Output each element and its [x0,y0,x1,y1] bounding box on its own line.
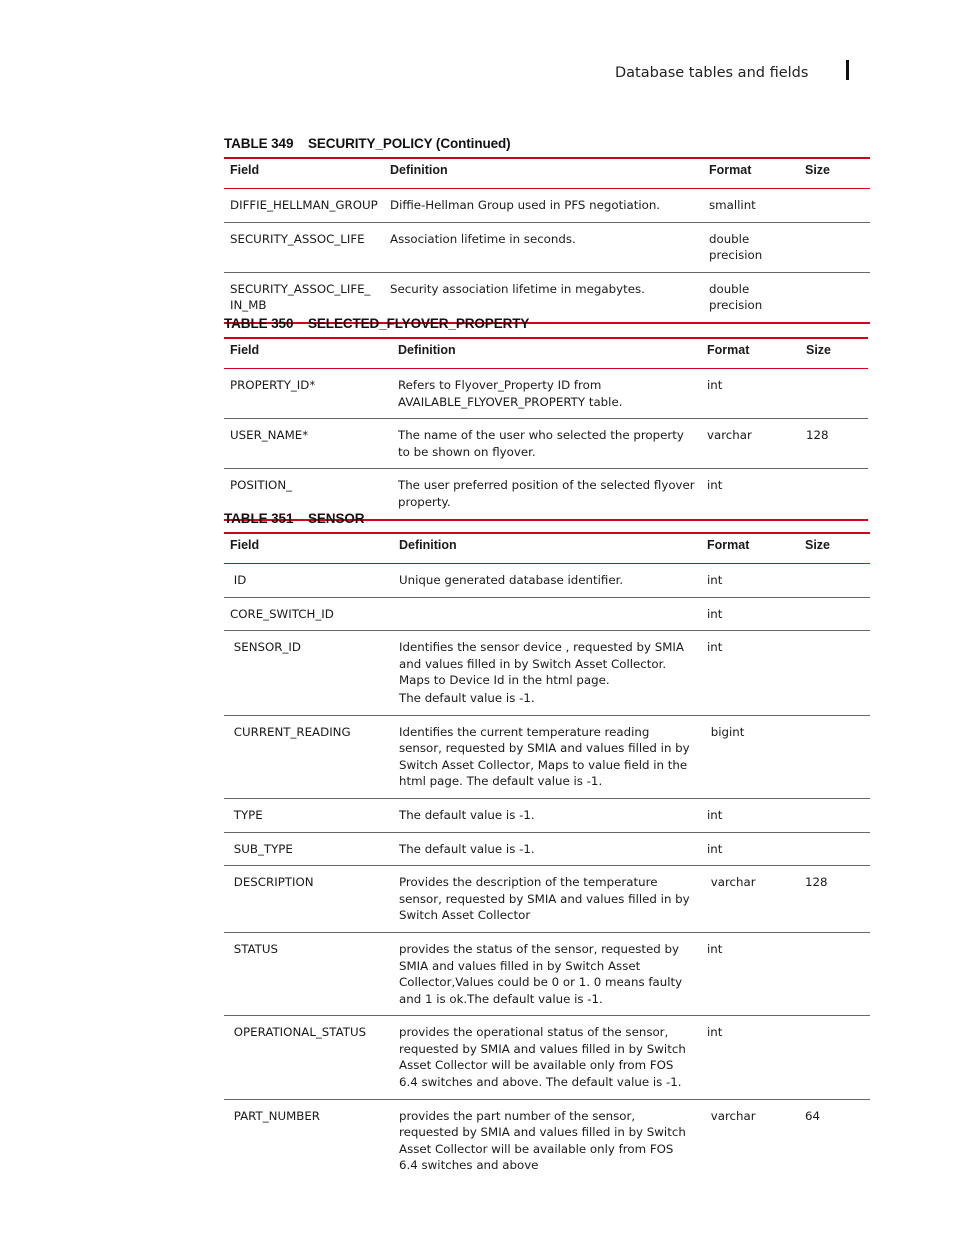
definition-paragraph: Association lifetime in seconds. [390,231,576,246]
column-header-size: Size [800,338,868,369]
field-cell: DIFFIE_HELLMAN_GROUP [224,189,384,223]
size-cell [799,564,870,598]
definition-paragraph: The default value is -1. [399,690,535,705]
field-cell: POSITION_ [224,469,392,520]
size-cell [799,932,870,1015]
page-edge-marker [846,60,849,80]
column-header-size: Size [799,158,870,189]
table-title: SENSOR [308,511,365,526]
field-cell: DESCRIPTION [224,866,393,933]
definition-cell [393,798,701,832]
table-row [224,798,870,832]
field-cell: USER_NAME* [224,419,392,469]
format-cell: int [701,564,799,598]
format-cell: int [701,832,799,866]
table-row [224,1016,870,1099]
size-cell [800,469,868,520]
table-350-caption [224,316,529,331]
definition-cell [393,597,701,631]
definition-paragraph: provides the status of the sensor, requested by SMIA and values filled in by Switch Asset Collector,Values could be 0 or 1. 0 means faulty and 1 is ok.The default value is -1. [399,941,683,1006]
table-351 [224,532,870,1182]
size-cell [799,1016,870,1099]
size-cell [799,272,870,323]
definition-cell [393,1016,701,1099]
definition-cell [393,866,701,933]
field-cell: SECURITY_ASSOC_LIFE_ IN_MB [224,272,384,323]
table-row [224,832,870,866]
definition-cell [384,189,703,223]
definition-cell [392,369,701,419]
size-cell [799,715,870,798]
format-cell: int [701,597,799,631]
size-cell [799,798,870,832]
field-cell: TYPE [224,798,393,832]
format-cell: int [701,932,799,1015]
format-cell: int [701,369,800,419]
size-cell [799,631,870,715]
running-header-title: Database tables and fields [615,65,809,81]
field-cell: OPERATIONAL_STATUS [224,1016,393,1099]
format-cell: int [701,1016,799,1099]
format-cell: int [701,631,799,715]
table-row [224,419,868,469]
column-header-definition: Definition [384,158,703,189]
size-cell [799,189,870,223]
table-number: TABLE 349 [224,136,294,151]
table-349 [224,157,870,324]
table-number: TABLE 351 [224,511,294,526]
table-row [224,369,868,419]
field-cell: STATUS [224,932,393,1015]
column-header-format: Format [703,158,799,189]
table-title: SELECTED_FLYOVER_PROPERTY [308,316,530,331]
column-header-format: Format [701,533,799,564]
definition-paragraph: provides the part number of the sensor, requested by SMIA and values filled in by Switch Asset Collector will be available only from FOS 6.4 switches and above [399,1108,686,1173]
table-number: TABLE 350 [224,316,294,331]
field-cell: PART_NUMBER [230,1108,321,1123]
table-row [224,631,870,715]
definition-cell [392,419,701,469]
definition-paragraph: The name of the user who selected the property to be shown on flyover. [398,428,684,459]
format-cell: double precision [703,222,799,272]
format-cell: smallint [703,189,799,223]
size-cell [799,222,870,272]
format-cell: varchar [701,866,799,933]
definition-cell [392,469,701,520]
definition-paragraph: Identifies the current temperature reading sensor, requested by SMIA and values filled in by Switch Asset Collector, Maps to value field in the html page. The default value is -1. [399,724,690,789]
table-header-row [224,158,870,189]
column-header-field: Field [224,338,392,369]
definition-cell [393,715,701,798]
format-cell: int [701,798,799,832]
size-cell [799,832,870,866]
definition-paragraph: provides the operational status of the sensor, requested by SMIA and values filled in by Switch Asset Collector will be available only from FOS 6.4 switches and above. The default value is -1. [399,1025,686,1090]
format-cell: varchar [701,419,800,469]
size-cell [799,597,870,631]
definition-cell [393,631,701,715]
table-row [224,222,870,272]
size-cell: 64 [805,1108,821,1123]
definition-paragraph: Diffie-Hellman Group used in PFS negotiation. [390,198,661,212]
table-header-row [224,338,868,369]
format-cell: int [701,469,800,520]
column-header-format: Format [701,338,800,369]
table-row [224,932,870,1015]
table-title: SECURITY_POLICY (Continued) [308,136,511,151]
field-cell: SENSOR_ID [224,631,393,715]
field-cell: CORE_SWITCH_ID [224,597,393,631]
column-header-field: Field [224,533,393,564]
field-cell: CURRENT_READING [224,715,393,798]
table-row [224,1099,870,1182]
column-header-size: Size [799,533,870,564]
size-cell [800,369,868,419]
definition-paragraph: The user preferred position of the selected flyover property. [398,478,695,509]
table-row [224,866,870,933]
table-header-row [224,533,870,564]
definition-paragraph: The default value is -1. [399,807,535,822]
table-row [224,564,870,598]
definition-paragraph: The default value is -1. [399,841,535,856]
format-cell: bigint [701,715,799,798]
table-351-caption [224,511,364,526]
definition-paragraph: Security association lifetime in megabytes. [390,281,645,296]
definition-cell [393,832,701,866]
column-header-definition: Definition [392,338,701,369]
table-row [224,189,870,223]
field-cell: SECURITY_ASSOC_LIFE [224,222,384,272]
definition-cell [393,932,701,1015]
definition-paragraph: Identifies the sensor device , requested by SMIA and values filled in by Switch Asset Collector. Maps to Device Id in the html page. [399,640,684,688]
table-row [224,597,870,631]
definition-paragraph: Unique generated database identifier. [399,573,624,587]
field-cell: PROPERTY_ID* [224,369,392,419]
field-cell: SUB_TYPE [224,832,393,866]
field-cell: ID [224,564,393,598]
column-header-definition: Definition [393,533,701,564]
format-cell: double precision [703,272,799,323]
definition-paragraph: Refers to Flyover_Property ID from AVAILABLE_FLYOVER_PROPERTY table. [398,378,623,409]
definition-cell [393,564,701,598]
table-row [224,715,870,798]
definition-cell [393,1099,701,1182]
column-header-field: Field [224,158,384,189]
table-349-caption [224,136,511,151]
definition-cell [384,222,703,272]
size-cell: 128 [800,419,868,469]
format-cell: varchar [707,1108,756,1123]
size-cell: 128 [799,866,870,933]
definition-paragraph: Provides the description of the temperature sensor, requested by SMIA and values filled in by Switch Asset Collector [399,875,690,923]
table-350 [224,337,868,521]
